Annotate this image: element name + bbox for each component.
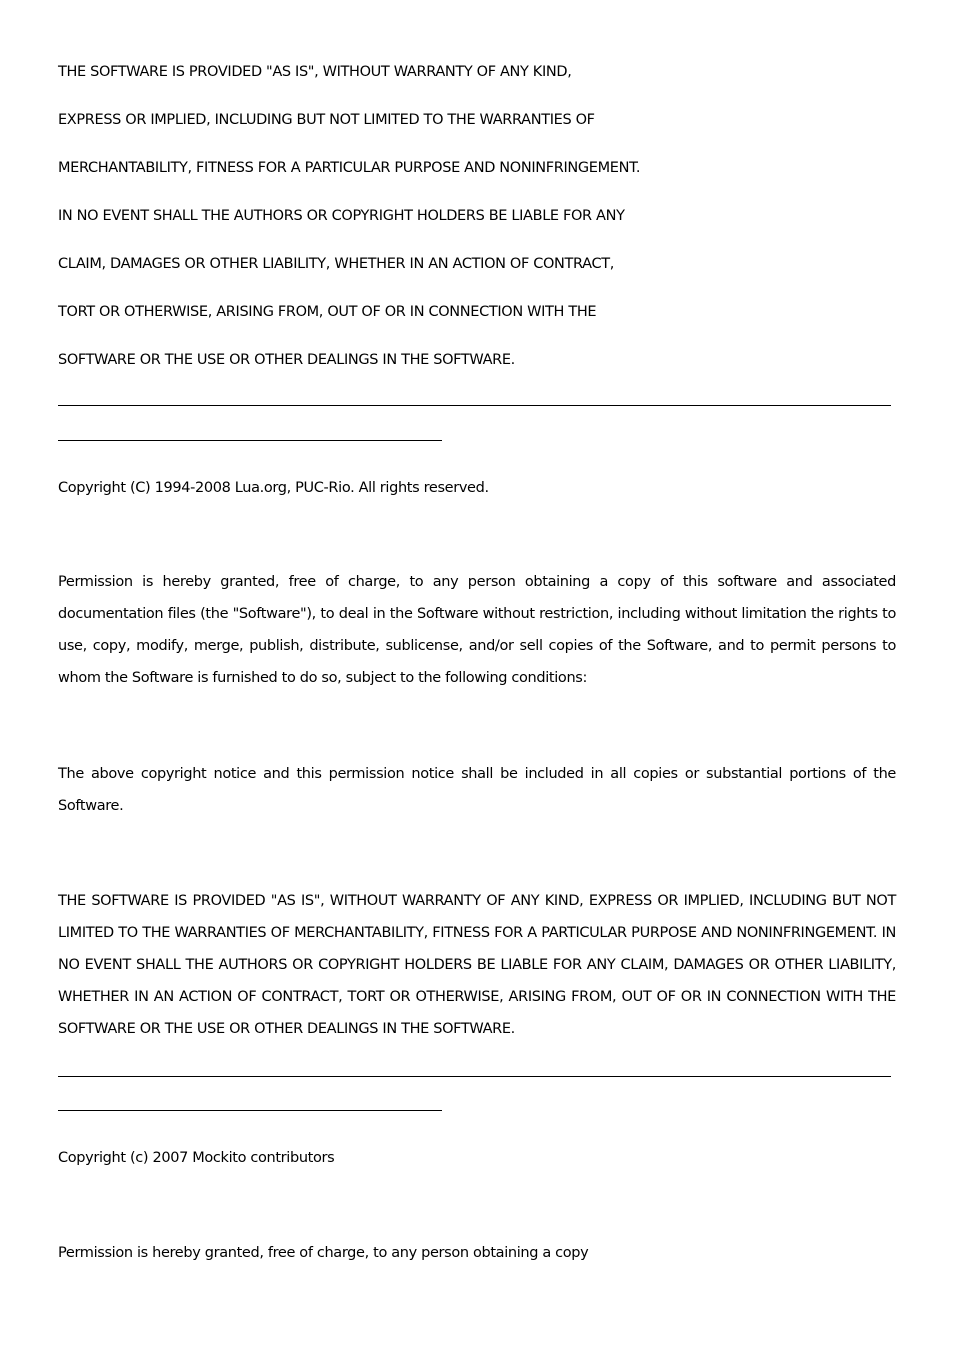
section-divider-short (58, 1110, 442, 1111)
warranty-line-3: MERCHANTABILITY, FITNESS FOR A PARTICULAR PURPOSE AND NONINFRINGEMENT. (58, 160, 641, 176)
lua-copyright: Copyright (C) 1994-2008 Lua.org, PUC-Rio. All rights reserved. (58, 480, 489, 496)
section-divider-long (58, 1076, 891, 1077)
warranty-line-7: SOFTWARE OR THE USE OR OTHER DEALINGS IN THE SOFTWARE. (58, 352, 515, 368)
section-divider-long (58, 405, 891, 406)
lua-warranty-paragraph: THE SOFTWARE IS PROVIDED "AS IS", WITHOUT WARRANTY OF ANY KIND, EXPRESS OR IMPLIED, INCLUDING BUT NOT LIMITED TO THE WARRANTIES OF MERCHANTABILITY, FITNESS FOR A PARTICULAR PURPOSE AND NONINFRINGEMENT. IN NO EVENT SHALL THE AUTHORS OR COPYRIGHT HOLDERS BE LIABLE FOR ANY CLAIM, DAMAGES OR OTHER LIABILITY, WHETHER IN AN ACTION OF CONTRACT, TORT OR OTHERWISE, ARISING FROM, OUT OF OR IN CONNECTION WITH THE SOFTWARE OR THE USE OR OTHER DEALINGS IN THE SOFTWARE. (58, 893, 896, 1037)
warranty-line-5: CLAIM, DAMAGES OR OTHER LIABILITY, WHETHER IN AN ACTION OF CONTRACT, (58, 256, 615, 272)
warranty-line-6: TORT OR OTHERWISE, ARISING FROM, OUT OF OR IN CONNECTION WITH THE (58, 304, 597, 320)
lua-notice-paragraph: The above copyright notice and this permission notice shall be included in all copies or substantial portions of the Software. (58, 766, 896, 814)
mockito-permission-start: Permission is hereby granted, free of charge, to any person obtaining a copy (58, 1245, 589, 1261)
mockito-copyright: Copyright (c) 2007 Mockito contributors (58, 1150, 335, 1166)
lua-permission-paragraph: Permission is hereby granted, free of charge, to any person obtaining a copy of this software and associated documentation files (the "Software"), to deal in the Software without restriction, including without limitation the rights to use, copy, modify, merge, publish, distribute, sublicense, and/or sell copies of the Software, and to permit persons to whom the Software is furnished to do so, subject to the following conditions: (58, 574, 896, 686)
section-divider-short (58, 440, 442, 441)
warranty-line-4: IN NO EVENT SHALL THE AUTHORS OR COPYRIGHT HOLDERS BE LIABLE FOR ANY (58, 208, 625, 224)
warranty-line-2: EXPRESS OR IMPLIED, INCLUDING BUT NOT LIMITED TO THE WARRANTIES OF (58, 112, 595, 128)
warranty-line-1: THE SOFTWARE IS PROVIDED "AS IS", WITHOUT WARRANTY OF ANY KIND, (58, 64, 572, 80)
